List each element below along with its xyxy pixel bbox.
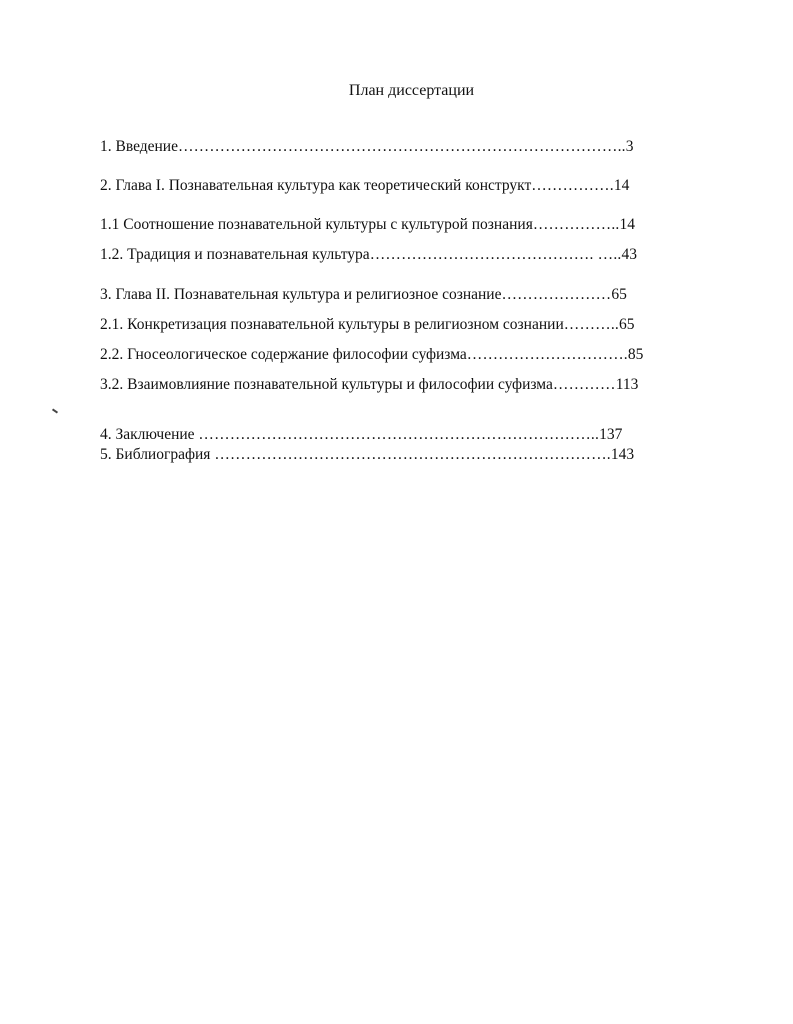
toc-leader-dots: …………………: [501, 286, 612, 303]
toc-entry: [100, 376, 638, 394]
toc-entry-label: 2.1. Конкретизация познавательной культуры в религиозном сознании: [100, 316, 564, 333]
toc-entry-label: 3.2. Взаимовлияние познавательной культуры и философии суфизма: [100, 376, 553, 393]
toc-leader-dots: …………………………………………………………………………..: [177, 138, 626, 155]
toc-page-number: 85: [627, 346, 644, 363]
toc-leader-dots: ………………………….: [466, 346, 628, 363]
toc-leader-dots: …………….: [531, 177, 614, 194]
toc-entry: [100, 246, 637, 264]
toc-entry: [100, 138, 633, 156]
toc-leader-dots: …………: [552, 376, 616, 393]
toc-entry: [100, 216, 635, 234]
toc-page-number: 143: [610, 446, 635, 463]
toc-page-number: 137: [599, 426, 623, 443]
toc-entry-label: 1.2. Традиция и познавательная культура: [100, 246, 370, 263]
toc-leader-dots: ………………………………………………………………….: [214, 446, 611, 463]
toc-page-number: 65: [611, 286, 627, 303]
toc-leader-dots: ………..: [563, 316, 619, 333]
toc-page-number: 65: [619, 316, 635, 333]
toc-entry: [100, 286, 627, 304]
toc-page-number: 3: [625, 138, 634, 155]
page-title: План диссертации: [348, 82, 475, 99]
toc-entry-label: 2.2. Гносеологическое содержание философии суфизма: [100, 346, 467, 363]
toc-entry: [100, 346, 643, 364]
toc-entry: [100, 426, 622, 444]
toc-entry-label: 1. Введение: [100, 138, 178, 155]
toc-leader-dots: ……………………………………. …..: [369, 246, 622, 263]
scan-artifact-mark: [52, 408, 58, 413]
toc-page-number: 43: [621, 246, 638, 263]
toc-entry: [100, 177, 629, 195]
toc-entry-label: 5. Библиография: [100, 446, 215, 463]
toc-entry-label: 2. Глава I. Познавательная культура как теоретический конструкт: [100, 177, 532, 194]
toc-entry: [100, 316, 635, 334]
toc-page-number: 113: [615, 376, 639, 393]
toc-page-number: 14: [619, 216, 635, 233]
toc-entry-label: 1.1 Соотношение познавательной культуры с культурой познания: [100, 216, 533, 233]
toc-entry-label: 4. Заключение: [100, 426, 199, 443]
toc-leader-dots: …………………………………………………………………..: [198, 426, 600, 443]
toc-entry: [100, 446, 634, 464]
toc-page-number: 14: [613, 177, 630, 194]
toc-entry-label: 3. Глава II. Познавательная культура и религиозное сознание: [100, 286, 502, 303]
toc-leader-dots: ……………..: [532, 216, 620, 233]
